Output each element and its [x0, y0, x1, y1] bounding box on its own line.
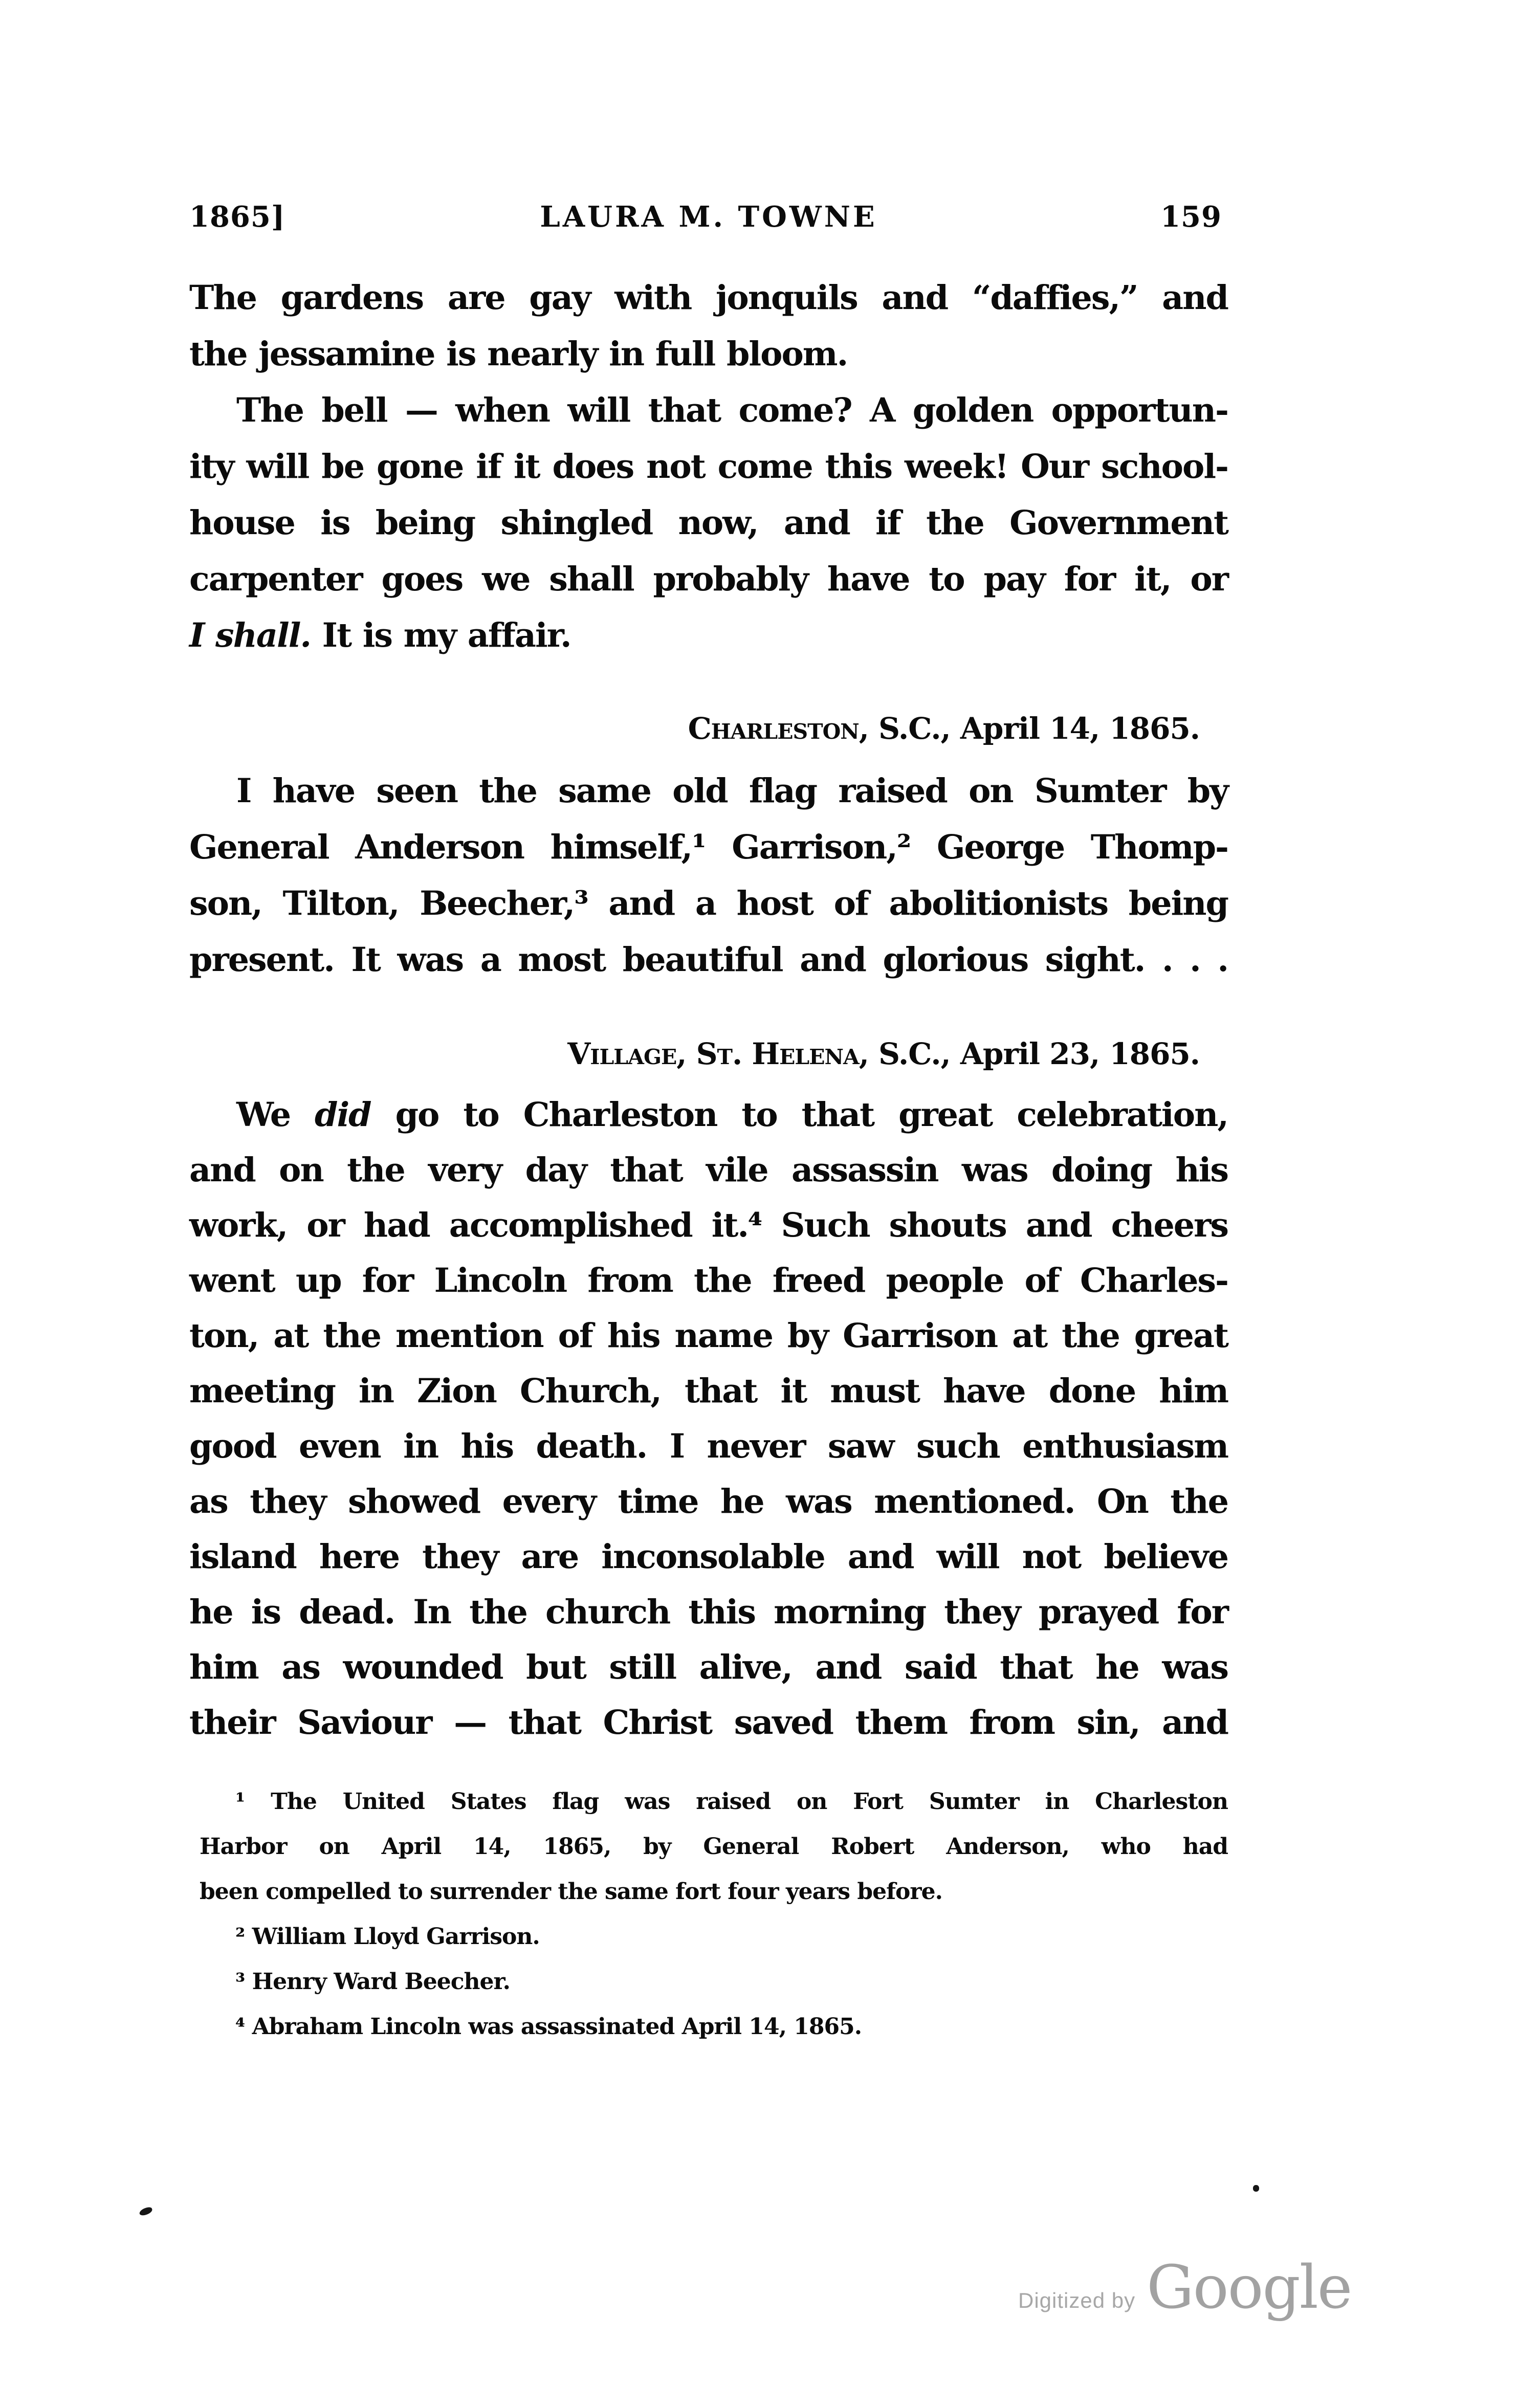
digitization-watermark	[1018, 2253, 1351, 2322]
dateline-village	[189, 1036, 1228, 1072]
header-title: LAURA M. TOWNE	[540, 200, 877, 234]
text-line	[189, 1087, 1228, 1142]
dateline-charleston	[189, 711, 1228, 746]
dateline-date: S.C., April 23, 1865.	[868, 1036, 1200, 1071]
text-line: General Anderson himself,¹ Garrison,² George Thomp-	[189, 828, 1228, 867]
running-header	[189, 199, 1228, 235]
text-line: their Saviour — that Christ saved them from sin, and	[189, 1703, 1228, 1742]
text-span: It is my affair.	[311, 616, 571, 655]
text-line: ity will be gone if it does not come this week! Our school-	[189, 447, 1228, 486]
footnote-line: been compelled to surrender the same fort four years before.	[200, 1879, 942, 1905]
ink-speck-left	[139, 2206, 153, 2216]
text-line: and on the very day that vile assassin was doing his	[189, 1151, 1228, 1189]
text-line: as they showed every time he was mentioned. On the	[189, 1482, 1228, 1521]
text-line: I have seen the same old flag raised on Sumter by	[236, 771, 1228, 810]
text-line: son, Tilton, Beecher,³ and a host of abolitionists being	[189, 884, 1228, 923]
text-line: work, or had accomplished it.⁴ Such shouts and cheers	[189, 1206, 1228, 1245]
text-line: carpenter goes we shall probably have to pay for it, or	[189, 560, 1228, 599]
ink-speck-right	[1253, 2185, 1259, 2192]
paragraph-sumter	[189, 763, 1228, 988]
footnotes-block	[200, 1779, 1228, 2049]
italic-phrase: did	[315, 1095, 371, 1134]
header-page-number: 159	[1160, 200, 1222, 234]
google-logo: Google	[1147, 2253, 1352, 2322]
paragraph-celebration	[189, 1087, 1228, 1750]
text-line: The bell — when will that come? A golden opportun-	[236, 391, 1228, 430]
text-line: The gardens are gay with jonquils and “daffies,” and	[189, 278, 1228, 317]
text-line	[189, 607, 1228, 664]
text-line: good even in his death. I never saw such enthusiasm	[189, 1427, 1228, 1466]
text-span: We	[236, 1095, 315, 1134]
footnote-line: ³ Henry Ward Beecher.	[235, 1969, 510, 1995]
dateline-place: Charleston,	[688, 711, 869, 746]
text-line: ton, at the mention of his name by Garrison at the great	[189, 1316, 1228, 1355]
paragraph-gardens	[189, 270, 1228, 382]
paragraph-bell	[189, 382, 1228, 664]
text-line: him as wounded but still alive, and said that he was	[189, 1648, 1228, 1687]
dateline-date: S.C., April 14, 1865.	[868, 711, 1200, 746]
text-line: house is being shingled now, and if the Government	[189, 503, 1228, 542]
italic-phrase: I shall.	[189, 616, 311, 655]
header-year-bracket: 1865]	[189, 200, 285, 234]
text-span: go to Charleston to that great celebration,	[370, 1095, 1228, 1134]
digitized-by-label: Digitized by	[1018, 2288, 1136, 2312]
text-line: present. It was a most beautiful and glorious sight. . . .	[189, 940, 1228, 979]
footnote-line: ² William Lloyd Garrison.	[235, 1924, 540, 1950]
text-line: went up for Lincoln from the freed people of Charles-	[189, 1261, 1228, 1300]
footnote-line: ¹ The United States flag was raised on Fort Sumter in Charleston	[235, 1789, 1228, 1815]
footnote-line: Harbor on April 14, 1865, by General Robert Anderson, who had	[200, 1834, 1228, 1860]
text-line: meeting in Zion Church, that it must have done him	[189, 1372, 1228, 1410]
footnote-line: ⁴ Abraham Lincoln was assassinated April 14, 1865.	[235, 2014, 862, 2040]
dateline-place: Village, St. Helena,	[567, 1036, 869, 1071]
text-line: island here they are inconsolable and will not believe	[189, 1537, 1228, 1576]
text-line: he is dead. In the church this morning they prayed for	[189, 1593, 1228, 1631]
text-line: the jessamine is nearly in full bloom.	[189, 335, 848, 373]
